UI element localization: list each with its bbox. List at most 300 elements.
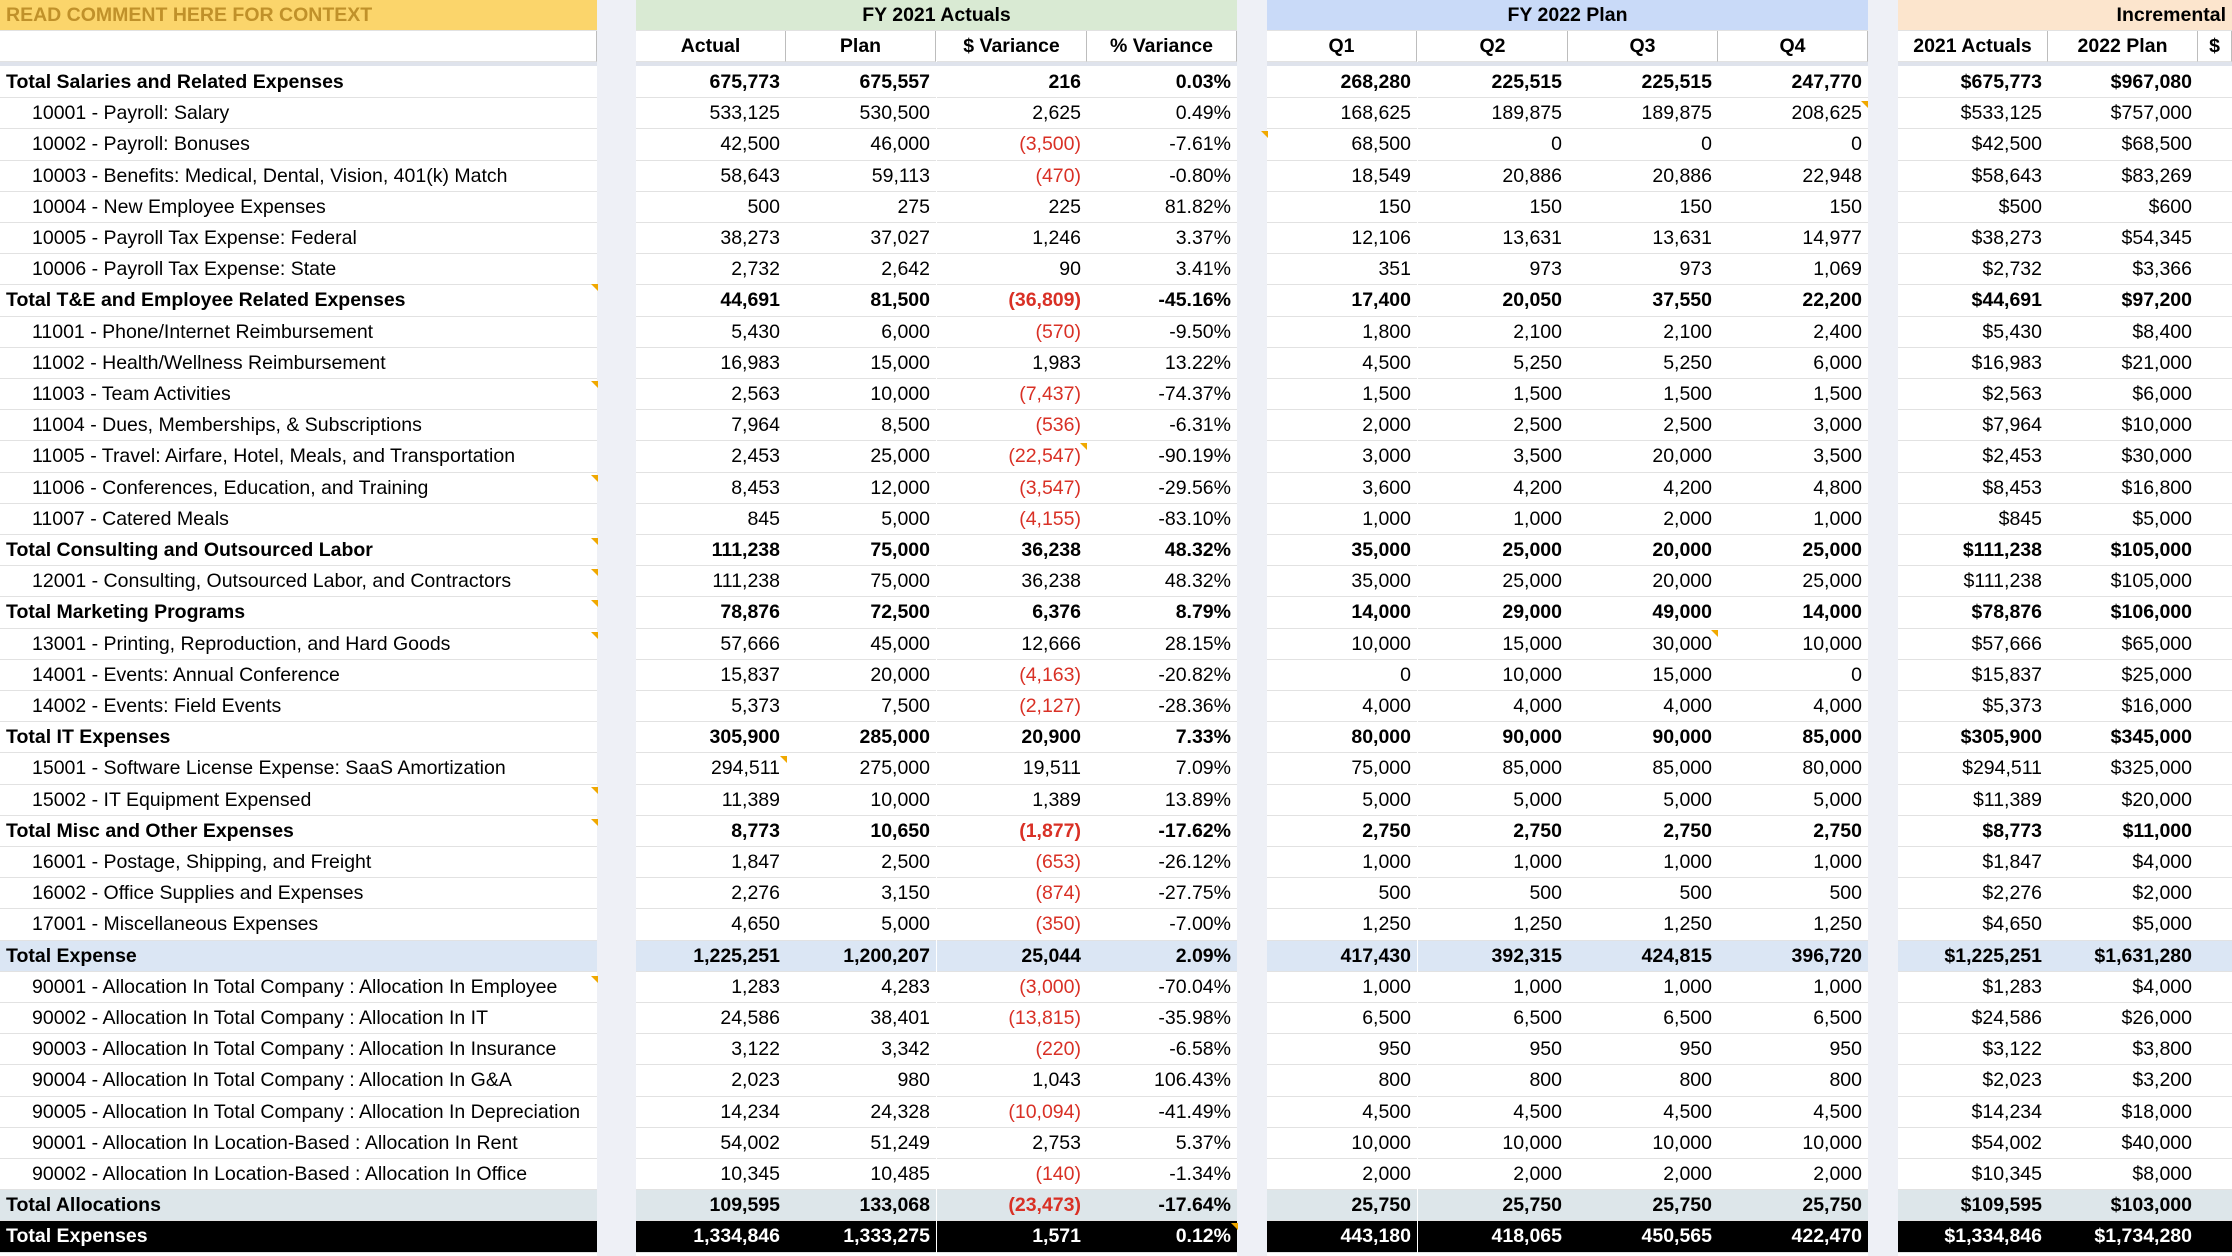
plan-cell[interactable]: 25,750 (1718, 1190, 1868, 1221)
actuals-cell[interactable]: 25,044 (937, 941, 1087, 972)
plan-cell[interactable]: 150 (1267, 192, 1417, 223)
plan-cell[interactable]: 208,625 (1718, 98, 1868, 129)
plan-cell[interactable]: 10,000 (1718, 629, 1868, 660)
comment-indicator-icon[interactable] (780, 756, 787, 763)
column-header-q2[interactable]: Q2 (1418, 31, 1568, 62)
incremental-cell[interactable]: $78,876 (1898, 597, 2048, 628)
actuals-cell[interactable]: 5,000 (786, 504, 936, 535)
plan-cell[interactable]: 2,000 (1568, 504, 1718, 535)
incremental-cell-cutoff[interactable] (2198, 223, 2232, 254)
row-label[interactable]: 90001 - Allocation In Total Company : Allocation In Employee (0, 972, 597, 1003)
actuals-cell[interactable]: -27.75% (1087, 878, 1237, 909)
plan-cell[interactable]: 5,250 (1418, 348, 1568, 379)
plan-cell[interactable]: 25,000 (1418, 535, 1568, 566)
incremental-cell[interactable]: $2,276 (1898, 878, 2048, 909)
incremental-cell[interactable]: $2,000 (2048, 878, 2198, 909)
incremental-cell-cutoff[interactable] (2198, 1159, 2232, 1190)
actuals-cell[interactable]: (22,547) (937, 441, 1087, 472)
actuals-cell[interactable]: 42,500 (636, 129, 786, 160)
incremental-cell-cutoff[interactable] (2198, 161, 2232, 192)
column-header-inc-0[interactable]: 2021 Actuals (1898, 31, 2048, 62)
actuals-cell[interactable]: 14,234 (636, 1097, 786, 1128)
column-header-inc-2[interactable]: $ (2198, 31, 2232, 62)
plan-cell[interactable]: 2,500 (1418, 410, 1568, 441)
row-label[interactable]: 11003 - Team Activities (0, 379, 597, 410)
incremental-cell-cutoff[interactable] (2198, 816, 2232, 847)
incremental-cell[interactable]: $4,650 (1898, 909, 2048, 940)
actuals-cell[interactable]: 20,000 (786, 660, 936, 691)
incremental-cell[interactable]: $757,000 (2048, 98, 2198, 129)
incremental-cell[interactable]: $3,366 (2048, 254, 2198, 285)
plan-cell[interactable]: 20,000 (1568, 535, 1718, 566)
actuals-cell[interactable]: (350) (937, 909, 1087, 940)
comment-indicator-icon[interactable] (1861, 101, 1868, 108)
actuals-cell[interactable]: 275,000 (786, 753, 936, 784)
row-label[interactable]: 90004 - Allocation In Total Company : Allocation In G&A (0, 1065, 597, 1096)
incremental-cell[interactable]: $30,000 (2048, 441, 2198, 472)
plan-cell[interactable]: 800 (1418, 1065, 1568, 1096)
plan-cell[interactable]: 4,500 (1418, 1097, 1568, 1128)
plan-cell[interactable]: 450,565 (1568, 1221, 1718, 1252)
actuals-cell[interactable]: 72,500 (786, 597, 936, 628)
actuals-cell[interactable]: 20,900 (937, 722, 1087, 753)
column-header-q1[interactable]: Q1 (1267, 31, 1417, 62)
incremental-cell-cutoff[interactable] (2198, 909, 2232, 940)
plan-cell[interactable]: 13,631 (1568, 223, 1718, 254)
plan-cell[interactable]: 422,470 (1718, 1221, 1868, 1252)
plan-cell[interactable]: 1,500 (1267, 379, 1417, 410)
incremental-cell[interactable]: $10,000 (2048, 410, 2198, 441)
plan-cell[interactable]: 0 (1267, 660, 1417, 691)
plan-cell[interactable]: 4,500 (1568, 1097, 1718, 1128)
row-label[interactable]: Total Allocations (0, 1190, 597, 1221)
incremental-cell-cutoff[interactable] (2198, 691, 2232, 722)
actuals-cell[interactable]: -41.49% (1087, 1097, 1237, 1128)
incremental-cell[interactable]: $42,500 (1898, 129, 2048, 160)
actuals-cell[interactable]: -7.00% (1087, 909, 1237, 940)
comment-indicator-icon[interactable] (1261, 131, 1268, 138)
plan-cell[interactable]: 25,750 (1267, 1190, 1417, 1221)
plan-cell[interactable]: 1,250 (1718, 909, 1868, 940)
plan-cell[interactable]: 3,000 (1267, 441, 1417, 472)
plan-cell[interactable]: 225,515 (1568, 67, 1718, 98)
plan-cell[interactable]: 0 (1418, 129, 1568, 160)
incremental-cell-cutoff[interactable] (2198, 597, 2232, 628)
plan-cell[interactable]: 14,000 (1718, 597, 1868, 628)
plan-cell[interactable]: 20,886 (1568, 161, 1718, 192)
incremental-cell[interactable]: $16,800 (2048, 473, 2198, 504)
actuals-cell[interactable]: 109,595 (636, 1190, 786, 1221)
context-banner[interactable]: READ COMMENT HERE FOR CONTEXT (0, 0, 597, 31)
plan-cell[interactable]: 5,000 (1418, 785, 1568, 816)
plan-cell[interactable]: 0 (1718, 660, 1868, 691)
actuals-cell[interactable]: 1,200,207 (786, 941, 936, 972)
actuals-cell[interactable]: 36,238 (937, 566, 1087, 597)
incremental-cell[interactable]: $1,631,280 (2048, 941, 2198, 972)
actuals-cell[interactable]: -74.37% (1087, 379, 1237, 410)
actuals-cell[interactable]: (3,547) (937, 473, 1087, 504)
actuals-cell[interactable]: 2,023 (636, 1065, 786, 1096)
actuals-cell[interactable]: 1,983 (937, 348, 1087, 379)
plan-cell[interactable]: 68,500 (1267, 129, 1417, 160)
incremental-cell[interactable]: $8,000 (2048, 1159, 2198, 1190)
actuals-cell[interactable]: 2,276 (636, 878, 786, 909)
plan-cell[interactable]: 1,000 (1718, 972, 1868, 1003)
row-label[interactable]: 11005 - Travel: Airfare, Hotel, Meals, and Transportation (0, 441, 597, 472)
incremental-cell-cutoff[interactable] (2198, 753, 2232, 784)
plan-cell[interactable]: 396,720 (1718, 941, 1868, 972)
row-label[interactable]: Total Misc and Other Expenses (0, 816, 597, 847)
incremental-cell[interactable]: $5,000 (2048, 909, 2198, 940)
actuals-cell[interactable]: 10,000 (786, 785, 936, 816)
plan-cell[interactable]: 2,100 (1418, 317, 1568, 348)
actuals-cell[interactable]: 48.32% (1087, 535, 1237, 566)
actuals-cell[interactable]: 4,650 (636, 909, 786, 940)
plan-cell[interactable]: 1,500 (1718, 379, 1868, 410)
plan-cell[interactable]: 443,180 (1267, 1221, 1417, 1252)
plan-cell[interactable]: 1,000 (1718, 504, 1868, 535)
incremental-cell[interactable]: $600 (2048, 192, 2198, 223)
actuals-cell[interactable]: 58,643 (636, 161, 786, 192)
plan-cell[interactable]: 20,886 (1418, 161, 1568, 192)
plan-cell[interactable]: 6,500 (1418, 1003, 1568, 1034)
incremental-cell[interactable]: $16,000 (2048, 691, 2198, 722)
plan-cell[interactable]: 30,000 (1568, 629, 1718, 660)
comment-indicator-icon[interactable] (591, 976, 598, 983)
row-label[interactable]: 17001 - Miscellaneous Expenses (0, 909, 597, 940)
plan-cell[interactable]: 35,000 (1267, 535, 1417, 566)
plan-cell[interactable]: 4,000 (1718, 691, 1868, 722)
actuals-cell[interactable]: (2,127) (937, 691, 1087, 722)
incremental-cell[interactable]: $18,000 (2048, 1097, 2198, 1128)
incremental-cell[interactable]: $3,800 (2048, 1034, 2198, 1065)
row-label[interactable]: 90003 - Allocation In Total Company : Allocation In Insurance (0, 1034, 597, 1065)
plan-cell[interactable]: 4,200 (1568, 473, 1718, 504)
row-label[interactable]: 16001 - Postage, Shipping, and Freight (0, 847, 597, 878)
plan-cell[interactable]: 12,106 (1267, 223, 1417, 254)
actuals-cell[interactable]: 3,122 (636, 1034, 786, 1065)
column-header-plan[interactable]: Plan (786, 31, 936, 62)
actuals-cell[interactable]: 24,586 (636, 1003, 786, 1034)
incremental-cell[interactable]: $1,734,280 (2048, 1221, 2198, 1252)
plan-cell[interactable]: 4,500 (1718, 1097, 1868, 1128)
actuals-cell[interactable]: 16,983 (636, 348, 786, 379)
plan-cell[interactable]: 3,000 (1718, 410, 1868, 441)
incremental-cell[interactable]: $7,964 (1898, 410, 2048, 441)
row-label[interactable]: 90002 - Allocation In Total Company : Allocation In IT (0, 1003, 597, 1034)
actuals-cell[interactable]: 81.82% (1087, 192, 1237, 223)
incremental-cell-cutoff[interactable] (2198, 1034, 2232, 1065)
incremental-cell-cutoff[interactable] (2198, 785, 2232, 816)
actuals-cell[interactable]: -7.61% (1087, 129, 1237, 160)
plan-cell[interactable]: 2,000 (1267, 1159, 1417, 1190)
plan-cell[interactable]: 973 (1568, 254, 1718, 285)
plan-cell[interactable]: 10,000 (1418, 1128, 1568, 1159)
incremental-cell[interactable]: $16,983 (1898, 348, 2048, 379)
row-label[interactable]: 11007 - Catered Meals (0, 504, 597, 535)
incremental-cell-cutoff[interactable] (2198, 98, 2232, 129)
incremental-cell[interactable]: $5,000 (2048, 504, 2198, 535)
incremental-cell-cutoff[interactable] (2198, 1097, 2232, 1128)
plan-cell[interactable]: 1,250 (1418, 909, 1568, 940)
plan-cell[interactable]: 25,000 (1718, 566, 1868, 597)
column-header-inc-1[interactable]: 2022 Plan (2048, 31, 2198, 62)
incremental-cell[interactable]: $21,000 (2048, 348, 2198, 379)
plan-cell[interactable]: 37,550 (1568, 285, 1718, 316)
actuals-cell[interactable]: -29.56% (1087, 473, 1237, 504)
plan-cell[interactable]: 1,000 (1267, 972, 1417, 1003)
actuals-cell[interactable]: 10,345 (636, 1159, 786, 1190)
plan-cell[interactable]: 417,430 (1267, 941, 1417, 972)
incremental-cell[interactable]: $8,400 (2048, 317, 2198, 348)
incremental-cell[interactable]: $967,080 (2048, 67, 2198, 98)
incremental-cell[interactable]: $2,732 (1898, 254, 2048, 285)
plan-cell[interactable]: 4,500 (1267, 1097, 1417, 1128)
incremental-cell[interactable]: $3,200 (2048, 1065, 2198, 1096)
plan-cell[interactable]: 4,000 (1418, 691, 1568, 722)
plan-cell[interactable]: 10,000 (1267, 629, 1417, 660)
actuals-cell[interactable]: 25,000 (786, 441, 936, 472)
actuals-cell[interactable]: 2,732 (636, 254, 786, 285)
incremental-cell[interactable]: $1,225,251 (1898, 941, 2048, 972)
actuals-cell[interactable]: 4,283 (786, 972, 936, 1003)
plan-cell[interactable]: 1,000 (1267, 847, 1417, 878)
plan-cell[interactable]: 17,400 (1267, 285, 1417, 316)
actuals-cell[interactable]: 7,500 (786, 691, 936, 722)
incremental-cell[interactable]: $8,773 (1898, 816, 2048, 847)
plan-cell[interactable]: 1,000 (1418, 847, 1568, 878)
plan-cell[interactable]: 2,000 (1418, 1159, 1568, 1190)
actuals-cell[interactable]: -6.58% (1087, 1034, 1237, 1065)
row-label[interactable]: 14002 - Events: Field Events (0, 691, 597, 722)
actuals-cell[interactable]: 7.09% (1087, 753, 1237, 784)
actuals-cell[interactable]: 845 (636, 504, 786, 535)
incremental-cell-cutoff[interactable] (2198, 629, 2232, 660)
actuals-cell[interactable]: (3,000) (937, 972, 1087, 1003)
incremental-cell[interactable]: $5,430 (1898, 317, 2048, 348)
actuals-cell[interactable]: (36,809) (937, 285, 1087, 316)
plan-cell[interactable]: 1,069 (1718, 254, 1868, 285)
actuals-cell[interactable]: (470) (937, 161, 1087, 192)
incremental-cell[interactable]: $24,586 (1898, 1003, 2048, 1034)
plan-cell[interactable]: 25,000 (1418, 566, 1568, 597)
actuals-cell[interactable]: 2,625 (937, 98, 1087, 129)
actuals-cell[interactable]: 675,773 (636, 67, 786, 98)
actuals-cell[interactable]: 8,500 (786, 410, 936, 441)
incremental-cell-cutoff[interactable] (2198, 660, 2232, 691)
actuals-cell[interactable]: 294,511 (636, 753, 786, 784)
plan-cell[interactable]: 25,750 (1568, 1190, 1718, 1221)
actuals-cell[interactable]: 15,000 (786, 348, 936, 379)
incremental-cell[interactable]: $97,200 (2048, 285, 2198, 316)
plan-cell[interactable]: 4,500 (1267, 348, 1417, 379)
incremental-cell-cutoff[interactable] (2198, 972, 2232, 1003)
actuals-cell[interactable]: 3.41% (1087, 254, 1237, 285)
incremental-cell-cutoff[interactable] (2198, 473, 2232, 504)
row-label[interactable]: 13001 - Printing, Reproduction, and Hard Goods (0, 629, 597, 660)
actuals-cell[interactable]: 81,500 (786, 285, 936, 316)
actuals-cell[interactable]: 3.37% (1087, 223, 1237, 254)
row-label[interactable]: 10002 - Payroll: Bonuses (0, 129, 597, 160)
actuals-cell[interactable]: 1,334,846 (636, 1221, 786, 1252)
actuals-cell[interactable]: (23,473) (937, 1190, 1087, 1221)
plan-cell[interactable]: 85,000 (1718, 722, 1868, 753)
plan-cell[interactable]: 1,000 (1568, 972, 1718, 1003)
plan-cell[interactable]: 424,815 (1568, 941, 1718, 972)
plan-cell[interactable]: 500 (1568, 878, 1718, 909)
incremental-cell[interactable]: $106,000 (2048, 597, 2198, 628)
incremental-cell[interactable]: $25,000 (2048, 660, 2198, 691)
actuals-cell[interactable]: 36,238 (937, 535, 1087, 566)
incremental-cell[interactable]: $20,000 (2048, 785, 2198, 816)
incremental-cell-cutoff[interactable] (2198, 1221, 2232, 1252)
plan-cell[interactable]: 500 (1418, 878, 1568, 909)
plan-cell[interactable]: 2,750 (1267, 816, 1417, 847)
row-label[interactable]: 15001 - Software License Expense: SaaS Amortization (0, 753, 597, 784)
actuals-cell[interactable]: 15,837 (636, 660, 786, 691)
plan-cell[interactable]: 10,000 (1568, 1128, 1718, 1159)
incremental-cell[interactable]: $533,125 (1898, 98, 2048, 129)
incremental-cell[interactable]: $26,000 (2048, 1003, 2198, 1034)
incremental-cell[interactable]: $325,000 (2048, 753, 2198, 784)
incremental-cell[interactable]: $105,000 (2048, 566, 2198, 597)
actuals-cell[interactable]: 8,453 (636, 473, 786, 504)
plan-cell[interactable]: 1,000 (1718, 847, 1868, 878)
actuals-cell[interactable]: 54,002 (636, 1128, 786, 1159)
actuals-cell[interactable]: -35.98% (1087, 1003, 1237, 1034)
plan-cell[interactable]: 25,750 (1418, 1190, 1568, 1221)
actuals-cell[interactable]: 0.12% (1087, 1221, 1237, 1252)
actuals-cell[interactable]: 5,430 (636, 317, 786, 348)
plan-cell[interactable]: 5,250 (1568, 348, 1718, 379)
plan-cell[interactable]: 4,200 (1418, 473, 1568, 504)
actuals-cell[interactable]: 500 (636, 192, 786, 223)
incremental-cell[interactable]: $58,643 (1898, 161, 2048, 192)
incremental-cell-cutoff[interactable] (2198, 1128, 2232, 1159)
plan-cell[interactable]: 18,549 (1267, 161, 1417, 192)
plan-cell[interactable]: 4,000 (1267, 691, 1417, 722)
actuals-cell[interactable]: 12,000 (786, 473, 936, 504)
incremental-cell[interactable]: $4,000 (2048, 972, 2198, 1003)
actuals-cell[interactable]: 1,847 (636, 847, 786, 878)
actuals-cell[interactable]: 8.79% (1087, 597, 1237, 628)
actuals-cell[interactable]: (570) (937, 317, 1087, 348)
row-label[interactable]: 10006 - Payroll Tax Expense: State (0, 254, 597, 285)
incremental-cell[interactable]: $11,389 (1898, 785, 2048, 816)
actuals-cell[interactable]: 48.32% (1087, 566, 1237, 597)
row-label[interactable]: 10001 - Payroll: Salary (0, 98, 597, 129)
plan-cell[interactable]: 2,100 (1568, 317, 1718, 348)
comment-indicator-icon[interactable] (591, 381, 598, 388)
actuals-cell[interactable]: 78,876 (636, 597, 786, 628)
actuals-cell[interactable]: 13.22% (1087, 348, 1237, 379)
actuals-cell[interactable]: 111,238 (636, 535, 786, 566)
incremental-cell[interactable]: $83,269 (2048, 161, 2198, 192)
incremental-cell[interactable]: $40,000 (2048, 1128, 2198, 1159)
plan-cell[interactable]: 6,000 (1718, 348, 1868, 379)
plan-cell[interactable]: 10,000 (1418, 660, 1568, 691)
actuals-cell[interactable]: (220) (937, 1034, 1087, 1065)
plan-cell[interactable]: 1,000 (1267, 504, 1417, 535)
plan-cell[interactable]: 950 (1568, 1034, 1718, 1065)
plan-cell[interactable]: 150 (1718, 192, 1868, 223)
plan-cell[interactable]: 3,600 (1267, 473, 1417, 504)
actuals-cell[interactable]: 0.03% (1087, 67, 1237, 98)
incremental-cell-cutoff[interactable] (2198, 317, 2232, 348)
comment-indicator-icon[interactable] (591, 632, 598, 639)
plan-cell[interactable]: 800 (1267, 1065, 1417, 1096)
plan-cell[interactable]: 14,000 (1267, 597, 1417, 628)
actuals-cell[interactable]: -0.80% (1087, 161, 1237, 192)
actuals-cell[interactable]: 675,557 (786, 67, 936, 98)
plan-cell[interactable]: 90,000 (1568, 722, 1718, 753)
actuals-cell[interactable]: -90.19% (1087, 441, 1237, 472)
incremental-cell[interactable]: $109,595 (1898, 1190, 2048, 1221)
plan-cell[interactable]: 6,500 (1267, 1003, 1417, 1034)
incremental-cell[interactable]: $4,000 (2048, 847, 2198, 878)
actuals-cell[interactable]: 2,642 (786, 254, 936, 285)
plan-cell[interactable]: 20,000 (1568, 566, 1718, 597)
actuals-cell[interactable]: 75,000 (786, 566, 936, 597)
incremental-cell[interactable]: $675,773 (1898, 67, 2048, 98)
incremental-cell-cutoff[interactable] (2198, 254, 2232, 285)
actuals-cell[interactable]: (4,155) (937, 504, 1087, 535)
incremental-cell[interactable]: $44,691 (1898, 285, 2048, 316)
plan-cell[interactable]: 25,000 (1718, 535, 1868, 566)
plan-cell[interactable]: 85,000 (1568, 753, 1718, 784)
incremental-cell[interactable]: $65,000 (2048, 629, 2198, 660)
actuals-cell[interactable]: 45,000 (786, 629, 936, 660)
actuals-cell[interactable]: 2,500 (786, 847, 936, 878)
actuals-cell[interactable]: (874) (937, 878, 1087, 909)
plan-cell[interactable]: 5,000 (1718, 785, 1868, 816)
row-label[interactable]: Total IT Expenses (0, 722, 597, 753)
plan-cell[interactable]: 22,948 (1718, 161, 1868, 192)
incremental-cell[interactable]: $294,511 (1898, 753, 2048, 784)
incremental-cell-cutoff[interactable] (2198, 410, 2232, 441)
plan-cell[interactable]: 189,875 (1568, 98, 1718, 129)
actuals-cell[interactable]: 51,249 (786, 1128, 936, 1159)
actuals-cell[interactable]: 1,333,275 (786, 1221, 936, 1252)
incremental-cell[interactable]: $305,900 (1898, 722, 2048, 753)
incremental-cell-cutoff[interactable] (2198, 504, 2232, 535)
actuals-cell[interactable]: 7,964 (636, 410, 786, 441)
actuals-cell[interactable]: (3,500) (937, 129, 1087, 160)
comment-indicator-icon[interactable] (1711, 630, 1718, 637)
actuals-cell[interactable]: 533,125 (636, 98, 786, 129)
plan-cell[interactable]: 800 (1718, 1065, 1868, 1096)
actuals-cell[interactable]: 10,650 (786, 816, 936, 847)
actuals-cell[interactable]: 3,342 (786, 1034, 936, 1065)
plan-cell[interactable]: 15,000 (1418, 629, 1568, 660)
actuals-cell[interactable]: 6,000 (786, 317, 936, 348)
actuals-cell[interactable]: 530,500 (786, 98, 936, 129)
incremental-cell-cutoff[interactable] (2198, 285, 2232, 316)
plan-cell[interactable]: 49,000 (1568, 597, 1718, 628)
column-header-actual[interactable]: Actual (636, 31, 786, 62)
incremental-cell-cutoff[interactable] (2198, 1190, 2232, 1221)
actuals-cell[interactable]: 3,150 (786, 878, 936, 909)
plan-cell[interactable]: 22,200 (1718, 285, 1868, 316)
row-label[interactable]: 10003 - Benefits: Medical, Dental, Vision, 401(k) Match (0, 161, 597, 192)
incremental-cell-cutoff[interactable] (2198, 192, 2232, 223)
incremental-cell[interactable]: $38,273 (1898, 223, 2048, 254)
incremental-cell[interactable]: $1,283 (1898, 972, 2048, 1003)
comment-indicator-icon[interactable] (591, 538, 598, 545)
actuals-cell[interactable]: 275 (786, 192, 936, 223)
comment-indicator-icon[interactable] (1231, 1223, 1238, 1230)
comment-indicator-icon[interactable] (591, 475, 598, 482)
